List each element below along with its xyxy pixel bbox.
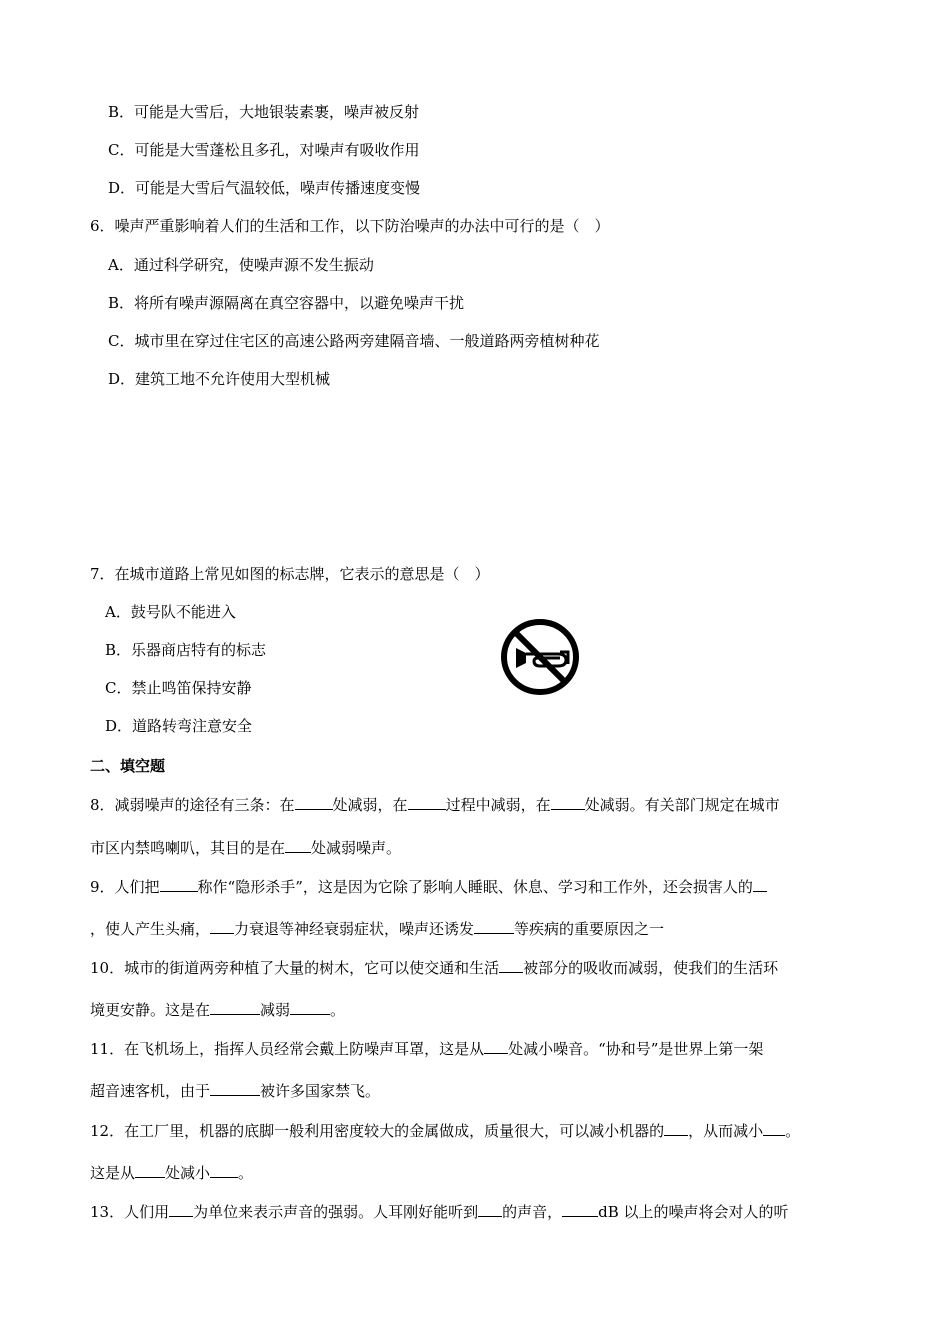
q7-stem: 7．在城市道路上常见如图的标志牌，它表示的意思是（ ） bbox=[90, 565, 490, 583]
q7-option-b: B．乐器商店特有的标志 bbox=[105, 641, 267, 659]
no-honking-sign-icon bbox=[500, 618, 580, 696]
blank[interactable] bbox=[562, 1201, 598, 1217]
q12-line-1: 12．在工厂里，机器的底脚一般利用密度较大的金属做成，质量很大，可以减小机器的 ，从而减小 。 bbox=[90, 1122, 801, 1140]
blank[interactable] bbox=[210, 1162, 238, 1178]
q7-option-c: C．禁止鸣笛保持安静 bbox=[105, 679, 252, 697]
blank[interactable] bbox=[551, 794, 585, 810]
blank[interactable] bbox=[478, 1201, 502, 1217]
q11-line-1: 11．在飞机场上，指挥人员经常会戴上防噪声耳罩，这是从 处减小噪音。“协和号”是世界上第一架 bbox=[90, 1040, 764, 1058]
q6-option-c: C．城市里在穿过住宅区的高速公路两旁建隔音墙、一般道路两旁植树种花 bbox=[108, 332, 600, 350]
blank[interactable] bbox=[753, 876, 767, 892]
blank[interactable] bbox=[295, 794, 333, 810]
blank[interactable] bbox=[160, 876, 198, 892]
blank[interactable] bbox=[169, 1201, 193, 1217]
q7-option-d: D．道路转弯注意安全 bbox=[105, 717, 253, 735]
q8-line-1: 8．减弱噪声的途径有三条：在 处减弱，在 过程中减弱，在 处减弱。有关部门规定在城市 bbox=[90, 796, 780, 814]
q9-line-1: 9．人们把 称作“隐形杀手”，这是因为它除了影响人睡眠、休息、学习和工作外，还会损害人的 bbox=[90, 876, 767, 897]
blank[interactable] bbox=[484, 1038, 508, 1054]
q7-option-a: A．鼓号队不能进入 bbox=[105, 603, 236, 621]
blank[interactable] bbox=[499, 957, 523, 973]
blank[interactable] bbox=[210, 999, 260, 1015]
q9-line-2: ，使人产生头痛， 力衰退等神经衰弱症状，噪声还诱发 等疾病的重要原因之一 bbox=[90, 920, 665, 938]
q10-line-2: 境更安静。这是在 减弱 。 bbox=[90, 1001, 346, 1019]
blank[interactable] bbox=[474, 918, 514, 934]
blank[interactable] bbox=[285, 837, 311, 853]
q11-line-2: 超音速客机，由于 被许多国家禁飞。 bbox=[90, 1082, 381, 1100]
blank[interactable] bbox=[210, 918, 234, 934]
q10-line-1: 10．城市的街道两旁种植了大量的树木，它可以使交通和生活 被部分的吸收而减弱，使我们的生活环 bbox=[90, 959, 779, 977]
blank[interactable] bbox=[408, 794, 446, 810]
blank[interactable] bbox=[664, 1120, 688, 1136]
q6-option-a: A．通过科学研究，使噪声源不发生振动 bbox=[108, 256, 374, 274]
blank[interactable] bbox=[135, 1162, 165, 1178]
q5-option-d: D．可能是大雪后气温较低，噪声传播速度变慢 bbox=[108, 179, 421, 197]
q6-option-d: D．建筑工地不允许使用大型机械 bbox=[108, 370, 331, 388]
blank[interactable] bbox=[290, 999, 330, 1015]
q13-line-1: 13．人们用 为单位来表示声音的强弱。人耳刚好能听到 的声音， dB 以上的噪声将会对人的听 bbox=[90, 1203, 789, 1221]
section-heading: 二、填空题 bbox=[90, 757, 166, 775]
blank[interactable] bbox=[763, 1120, 785, 1136]
blank[interactable] bbox=[210, 1080, 260, 1096]
q6-stem: 6．噪声严重影响着人们的生活和工作，以下防治噪声的办法中可行的是（ ） bbox=[90, 217, 610, 235]
q5-option-b: B．可能是大雪后，大地银装素裹，噪声被反射 bbox=[108, 103, 420, 121]
q6-option-b: B．将所有噪声源隔离在真空容器中，以避免噪声干扰 bbox=[108, 294, 465, 312]
q5-option-c: C．可能是大雪蓬松且多孔，对噪声有吸收作用 bbox=[108, 141, 420, 159]
q8-line-2: 市区内禁鸣喇叭，其目的是在 处减弱噪声。 bbox=[90, 839, 402, 857]
q12-line-2: 这是从 处减小 。 bbox=[90, 1164, 254, 1182]
